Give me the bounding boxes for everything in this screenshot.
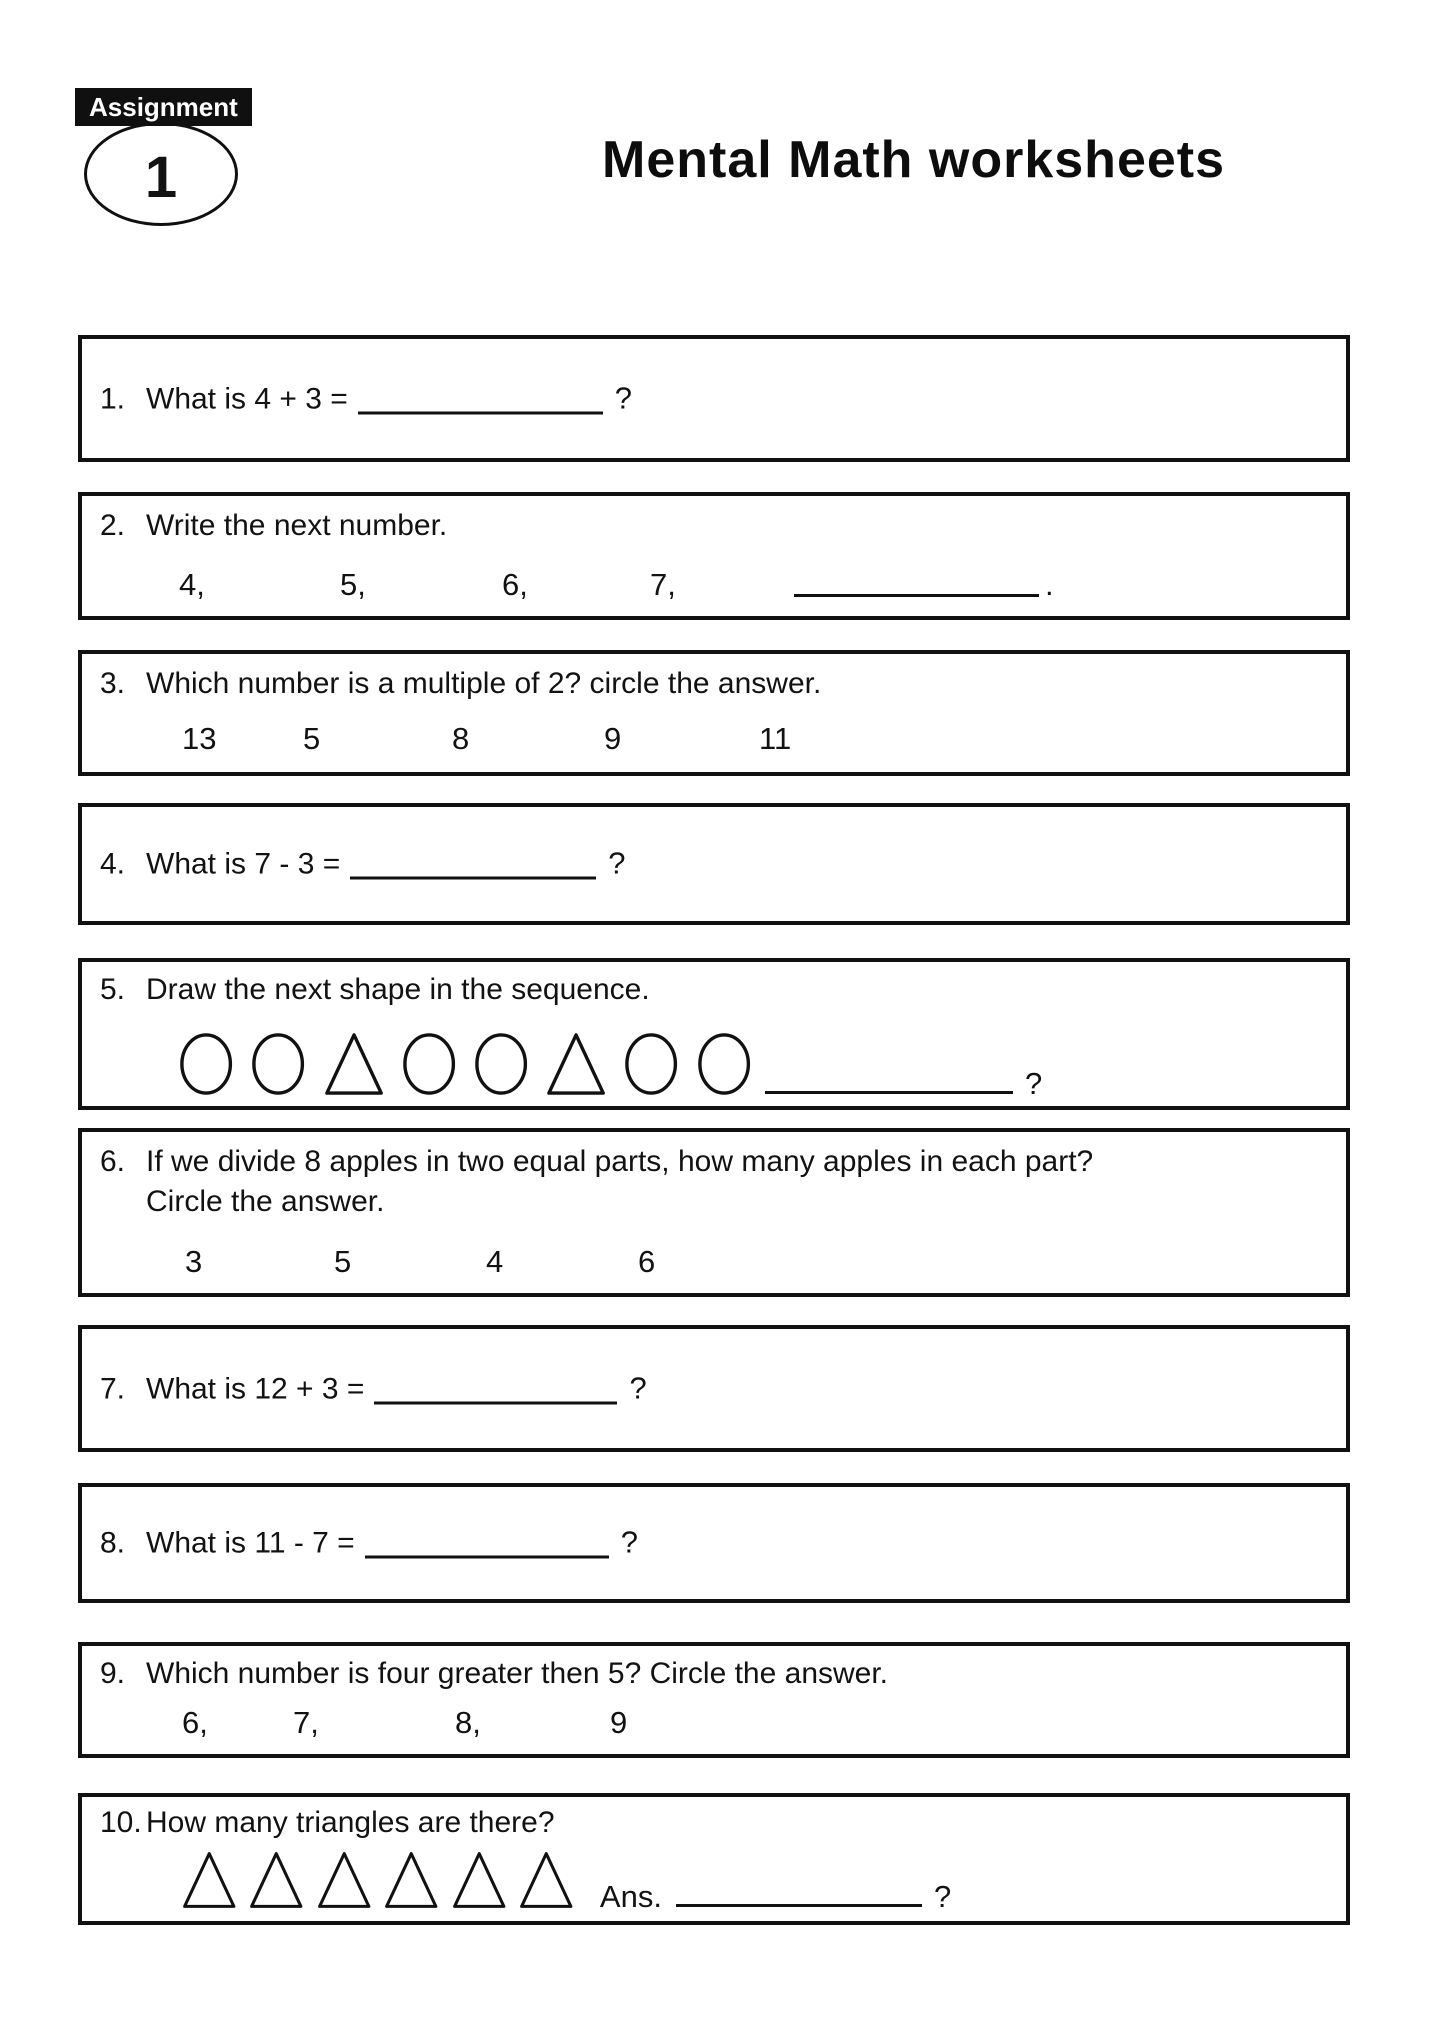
option-value[interactable]: 5 xyxy=(334,1244,352,1279)
question-box-9 xyxy=(78,1642,1350,1758)
option-value[interactable]: 6 xyxy=(638,1244,656,1279)
question-number: 1. xyxy=(100,382,126,415)
triangle-shape xyxy=(249,1851,303,1909)
option-value[interactable]: 7, xyxy=(650,567,676,602)
shape-list xyxy=(182,1851,574,1909)
shape-list xyxy=(179,1032,751,1096)
question-line xyxy=(100,1142,1332,1222)
question-line xyxy=(100,506,1332,546)
answer-blank[interactable] xyxy=(794,594,1039,597)
question-text: What is 4 + 3 = xyxy=(146,382,348,415)
circle-shape xyxy=(251,1032,305,1096)
triangle-shape xyxy=(384,1851,438,1909)
question-box-7 xyxy=(78,1325,1350,1452)
assignment-badge xyxy=(75,88,252,126)
question-number: 3. xyxy=(100,667,126,700)
question-mark: ? xyxy=(608,845,626,881)
question-mark: ? xyxy=(614,380,633,415)
question-number: 9. xyxy=(100,1657,126,1690)
question-number: 6. xyxy=(100,1145,126,1178)
answer-blank[interactable] xyxy=(374,1401,617,1404)
option-value[interactable]: 8 xyxy=(452,721,470,756)
period: . xyxy=(1045,567,1054,602)
question-box-4 xyxy=(78,803,1350,925)
question-number: 5. xyxy=(100,973,126,1006)
question-text: Draw the next shape in the sequence. xyxy=(146,973,650,1006)
badge-label: Assignment xyxy=(89,92,238,122)
question-text: Which number is four greater then 5? Circle the answer. xyxy=(146,1657,889,1690)
option-value[interactable]: 5 xyxy=(303,721,321,756)
question-number: 2. xyxy=(100,509,126,542)
option-value[interactable]: 7, xyxy=(293,1705,319,1740)
question-text: What is 11 - 7 = xyxy=(146,1526,355,1560)
option-value[interactable]: 4 xyxy=(486,1244,504,1279)
answer-blank[interactable] xyxy=(676,1904,922,1907)
question-line xyxy=(100,844,1332,885)
question-mark: ? xyxy=(629,1370,647,1405)
question-mark: ? xyxy=(933,1879,952,1914)
question-box-5 xyxy=(78,958,1350,1110)
triangle-shape xyxy=(317,1851,371,1909)
circle-shape xyxy=(179,1032,233,1096)
question-box-10 xyxy=(78,1793,1350,1925)
answer-blank[interactable] xyxy=(358,411,603,414)
worksheet-title: Mental Math worksheets xyxy=(602,131,1226,189)
option-value[interactable]: 9 xyxy=(610,1705,628,1740)
question-number: 4. xyxy=(100,847,126,881)
question-number: 8. xyxy=(100,1526,126,1560)
question-box-6 xyxy=(78,1128,1350,1297)
question-number: 10. xyxy=(100,1806,142,1839)
option-value[interactable]: 6, xyxy=(502,567,528,602)
shape-sequence xyxy=(182,1851,952,1914)
question-line xyxy=(100,1654,1332,1694)
option-value[interactable]: 4, xyxy=(179,567,205,602)
question-mark: ? xyxy=(620,1524,638,1560)
answer-blank[interactable] xyxy=(765,1091,1013,1094)
question-line xyxy=(100,1368,1332,1409)
question-number: 7. xyxy=(100,1372,126,1405)
question-box-3 xyxy=(78,650,1350,776)
circle-shape xyxy=(402,1032,456,1096)
question-text: Write the next number. xyxy=(146,509,448,542)
option-value[interactable]: 11 xyxy=(759,721,792,756)
question-box-1 xyxy=(78,335,1350,462)
answer-blank[interactable] xyxy=(350,877,596,880)
option-value[interactable]: 9 xyxy=(604,721,622,756)
option-value[interactable]: 13 xyxy=(182,721,217,756)
triangle-shape xyxy=(519,1851,573,1909)
question-line xyxy=(100,1523,1332,1564)
badge-number: 1 xyxy=(144,144,178,210)
assignment-number-oval xyxy=(84,122,238,226)
question-line xyxy=(100,970,1332,1010)
triangle-shape xyxy=(546,1032,606,1096)
triangle-shape xyxy=(182,1851,236,1909)
circle-shape xyxy=(474,1032,528,1096)
shape-sequence xyxy=(179,1032,1043,1101)
option-value[interactable]: 6, xyxy=(182,1705,208,1740)
question-text: How many triangles are there? xyxy=(146,1806,555,1839)
answer-blank[interactable] xyxy=(365,1556,609,1559)
question-line xyxy=(100,378,1332,419)
circle-shape xyxy=(697,1032,751,1096)
option-value[interactable]: 5, xyxy=(340,567,366,602)
question-text: Which number is a multiple of 2? circle the answer. xyxy=(146,667,822,700)
question-mark: ? xyxy=(1025,1066,1043,1101)
question-text: If we divide 8 apples in two equal parts, how many apples in each part? Circle the answer. xyxy=(146,1145,1094,1218)
question-text: What is 12 + 3 = xyxy=(146,1372,365,1405)
questions-list xyxy=(78,335,1350,1925)
answer-label: Ans. xyxy=(599,1879,662,1914)
triangle-shape xyxy=(452,1851,506,1909)
question-box-2 xyxy=(78,492,1350,620)
question-line xyxy=(100,1803,1332,1843)
circle-shape xyxy=(624,1032,678,1096)
question-line xyxy=(100,664,1332,704)
triangle-shape xyxy=(324,1032,384,1096)
question-text: What is 7 - 3 = xyxy=(146,847,341,881)
question-box-8 xyxy=(78,1483,1350,1603)
option-value[interactable]: 3 xyxy=(185,1244,203,1279)
option-value[interactable]: 8, xyxy=(455,1705,481,1740)
